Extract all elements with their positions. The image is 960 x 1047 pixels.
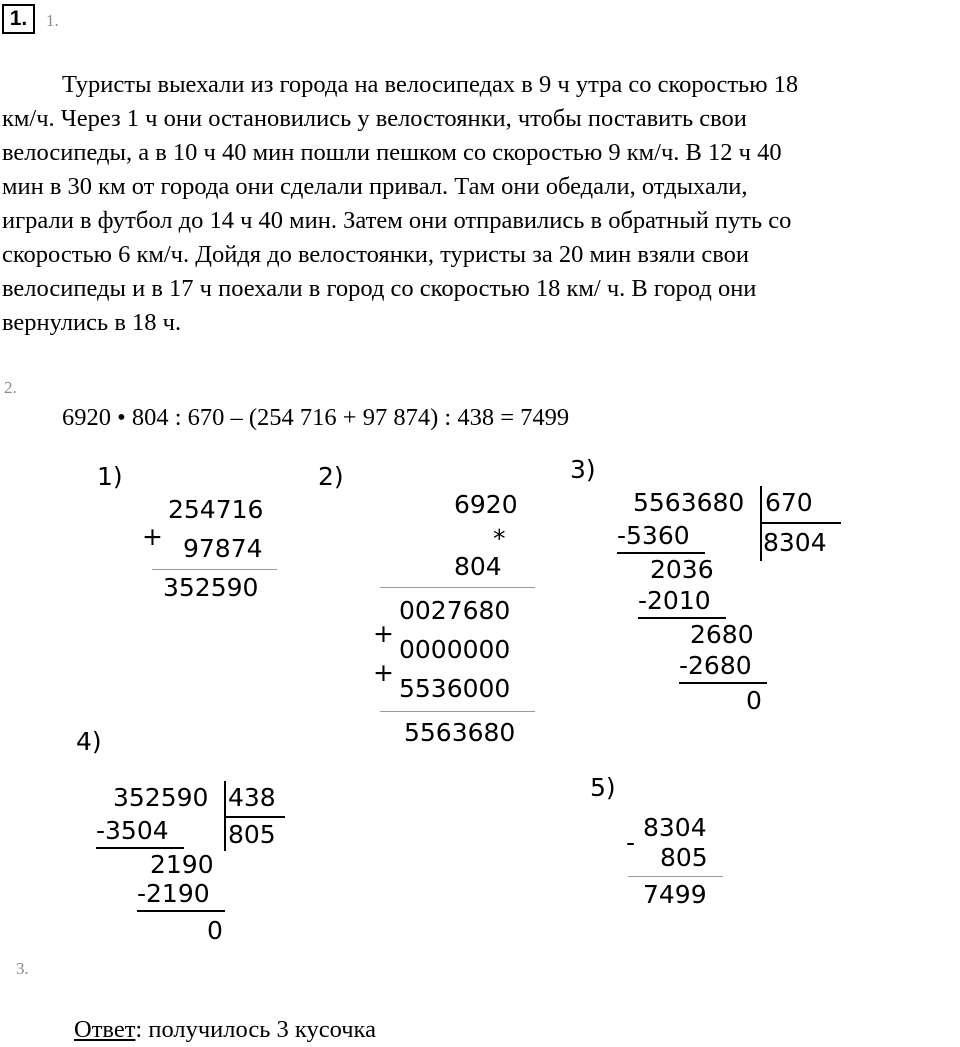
calc4-remainder-2: 0 — [207, 916, 223, 945]
expression: 6920 • 804 : 670 – (254 716 + 97 874) : 438 = 7499 — [62, 404, 570, 431]
calc3-subtrahend-1: -5360 — [617, 521, 690, 550]
calc4-quotient: 805 — [228, 820, 276, 849]
calc2-factor-b: 804 — [454, 552, 502, 581]
calc4-subtrahend-2: -2190 — [137, 879, 210, 908]
calc2-partial-2: 0000000 — [399, 635, 511, 664]
calc3-remainder-2: 2680 — [690, 620, 754, 649]
calc3-step-line-3 — [679, 682, 767, 684]
calc2-result: 5563680 — [404, 718, 516, 747]
calc2-sum-line — [380, 711, 535, 712]
calc2-partial-3: 5536000 — [399, 674, 511, 703]
calc4-subtrahend-1: -3504 — [96, 816, 169, 845]
calc5-subtrahend: 805 — [660, 843, 708, 872]
calc3-dividend: 5563680 — [633, 488, 745, 517]
problem-line: скоростью 6 км/ч. Дойдя до велостоянки, туристы за 20 мин взяли свои — [2, 241, 750, 268]
calc3-quotient: 8304 — [763, 528, 827, 557]
calc3-subtrahend-2: -2010 — [638, 586, 711, 615]
calc4-divisor: 438 — [228, 783, 276, 812]
calc1-sum-line — [152, 569, 277, 570]
answer-label: Ответ — [74, 1016, 136, 1043]
problem-line: велосипеды и в 17 ч поехали в город со скоростью 18 км/ ч. В город они — [2, 275, 757, 302]
calc1-result: 352590 — [163, 573, 259, 602]
calc4-step-line-2 — [137, 910, 225, 912]
calc4-dividend: 352590 — [113, 783, 209, 812]
calc5-result-line — [628, 876, 723, 877]
calc1-plus-sign: + — [142, 522, 163, 551]
answer-text: : получилось 3 кусочка — [135, 1016, 376, 1043]
calc3-subtrahend-3: -2680 — [679, 651, 752, 680]
calc3-remainder-1: 2036 — [650, 555, 714, 584]
calc2-partial-1: 0027680 — [399, 596, 511, 625]
calc1-label: 1) — [97, 462, 123, 491]
answer-line — [74, 1016, 376, 1044]
problem-line: играли в футбол до 14 ч 40 мин. Затем они отправились в обратный путь со — [2, 207, 792, 234]
calc2-factor-a: 6920 — [454, 490, 518, 519]
calc4-step-line-1 — [96, 847, 184, 849]
calc2-mult-sign: * — [493, 524, 506, 553]
calc5-label: 5) — [590, 773, 616, 802]
calc4-quotient-line — [225, 816, 285, 818]
calc3-quotient-line — [761, 522, 841, 524]
problem-line: велосипеды, а в 10 ч 40 мин пошли пешком со скоростью 9 км/ч. В 12 ч 40 — [2, 139, 782, 166]
subtask-2-number: 2. — [4, 378, 17, 397]
calc5-minus-sign: - — [626, 828, 636, 857]
calc2-plus-sign-1: + — [373, 619, 394, 648]
problem-line: км/ч. Через 1 ч они остановились у велостоянки, чтобы поставить свои — [2, 105, 747, 132]
calc4-remainder-1: 2190 — [150, 850, 214, 879]
calc1-addend-b: 97874 — [183, 534, 263, 563]
calc4-label: 4) — [76, 727, 102, 756]
calc3-remainder-3: 0 — [746, 686, 762, 715]
calc5-result: 7499 — [643, 880, 707, 909]
subtask-1-number: 1. — [46, 11, 59, 30]
calc3-step-line-1 — [617, 552, 705, 554]
calc5-minuend: 8304 — [643, 813, 707, 842]
calc3-step-line-2 — [638, 617, 726, 619]
problem-line: Туристы выехали из города на велосипедах в 9 ч утра со скоростью 18 — [62, 71, 799, 98]
calc1-addend-a: 254716 — [168, 495, 264, 524]
calc2-label: 2) — [318, 462, 344, 491]
problem-line: вернулись в 18 ч. — [2, 309, 182, 336]
calc2-plus-sign-2: + — [373, 658, 394, 687]
task-number-box: 1. — [2, 4, 35, 34]
problem-line: мин в 30 км от города они сделали привал. Там они обедали, отдыхали, — [2, 173, 748, 200]
calc2-product-line — [380, 587, 535, 588]
problem-text — [2, 68, 960, 340]
calc3-divisor: 670 — [765, 488, 813, 517]
subtask-3-number: 3. — [16, 959, 29, 978]
calc3-label: 3) — [570, 455, 596, 484]
